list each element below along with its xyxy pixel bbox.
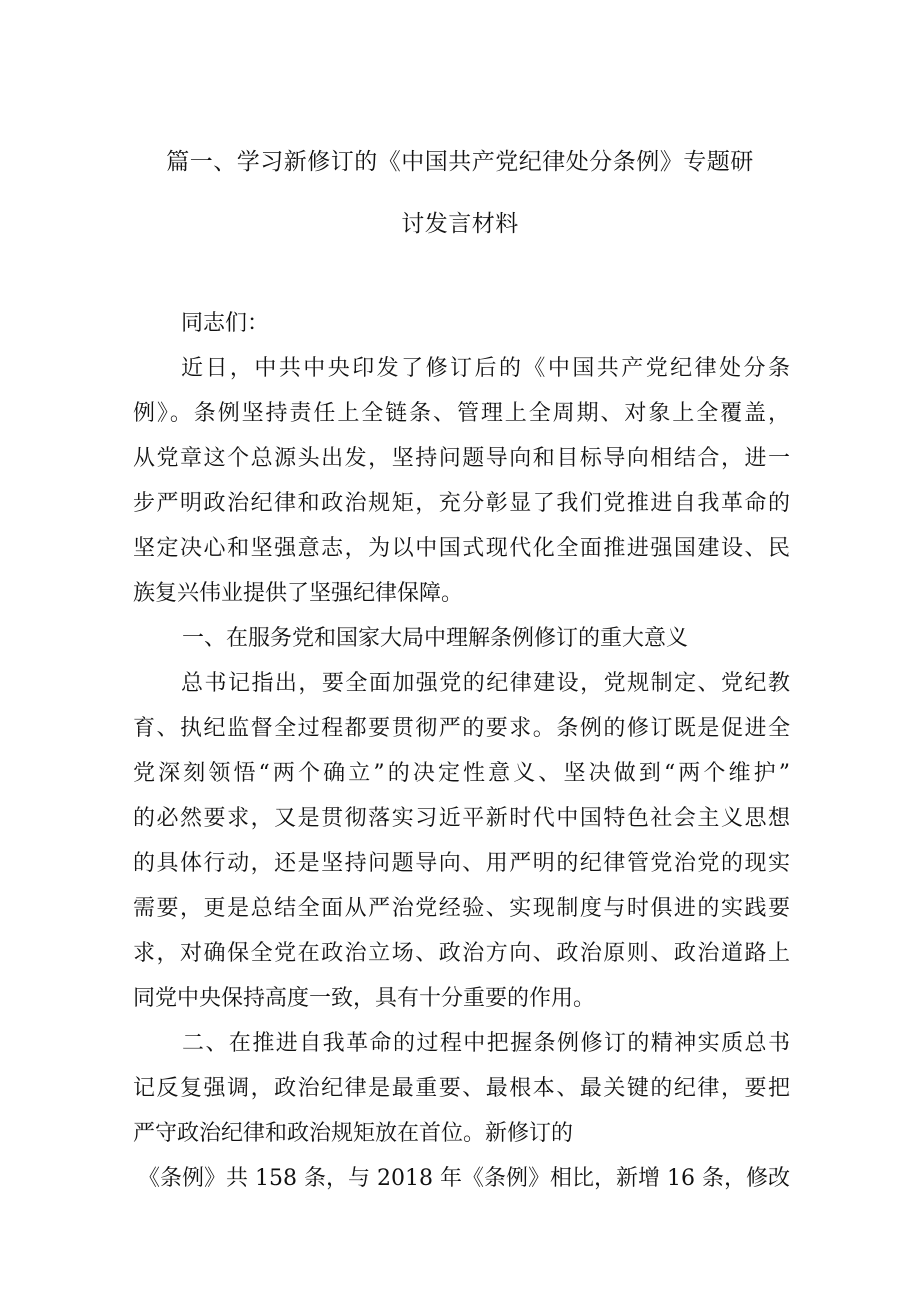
document-title-line-1: 篇一、学习新修订的《中国共产党纪律处分条例》专题研: [166, 149, 754, 175]
section-1-line: 需要，更是总结全面从严治党经验、实现制度与时俱进的实践要: [133, 896, 790, 921]
section-2-line: 《条例》共 158 条，与 2018 年《条例》相比，新增 16 条，修改: [138, 1166, 790, 1191]
section-2-heading: 二、在推进自我革命的过程中把握条例修订的精神实质: [182, 1031, 745, 1056]
section-2-heading-tail: 总书: [744, 1031, 790, 1056]
section-1-line: 的必然要求，又是贯彻落实习近平新时代中国特色社会主义思想: [133, 806, 790, 831]
section-1-line: 的具体行动，还是坚持问题导向、用严明的纪律管党治党的现实: [133, 851, 790, 876]
intro-line: 坚定决心和坚强意志，为以中国式现代化全面推进强国建设、民: [133, 536, 790, 561]
section-2-line: 严守政治纪律和政治规矩放在首位。新修订的: [133, 1121, 574, 1146]
section-1-line: 求，对确保全党在政治立场、政治方向、政治原则、政治道路上: [133, 941, 790, 966]
intro-line: 从党章这个总源头出发，坚持问题导向和目标导向相结合，进一: [133, 446, 790, 471]
intro-line: 步严明政治纪律和政治规矩，充分彰显了我们党推进自我革命的: [133, 491, 790, 516]
greeting: 同志们：: [181, 311, 270, 336]
intro-line: 近日，中共中央印发了修订后的《中国共产党纪律处分条: [181, 356, 790, 381]
document-title-line-2: 讨发言材料: [401, 211, 519, 237]
intro-line: 例》。条例坚持责任上全链条、管理上全周期、对象上全覆盖，: [133, 401, 790, 426]
section-1-heading: 一、在服务党和国家大局中理解条例修订的重大意义: [182, 626, 689, 651]
section-1-line: 同党中央保持高度一致，具有十分重要的作用。: [133, 986, 596, 1011]
section-1-line: 总书记指出，要全面加强党的纪律建设，党规制定、党纪教: [181, 671, 790, 696]
section-2-heading-line: [182, 1028, 790, 1060]
section-1-line: 党深刻领悟“两个确立”的决定性意义、坚决做到“两个维护”: [133, 761, 790, 786]
intro-line: 族复兴伟业提供了坚强纪律保障。: [133, 581, 464, 606]
section-2-line: 记反复强调，政治纪律是最重要、最根本、最关键的纪律，要把: [133, 1076, 790, 1101]
section-1-line: 育、执纪监督全过程都要贯彻严的要求。条例的修订既是促进全: [133, 716, 790, 741]
